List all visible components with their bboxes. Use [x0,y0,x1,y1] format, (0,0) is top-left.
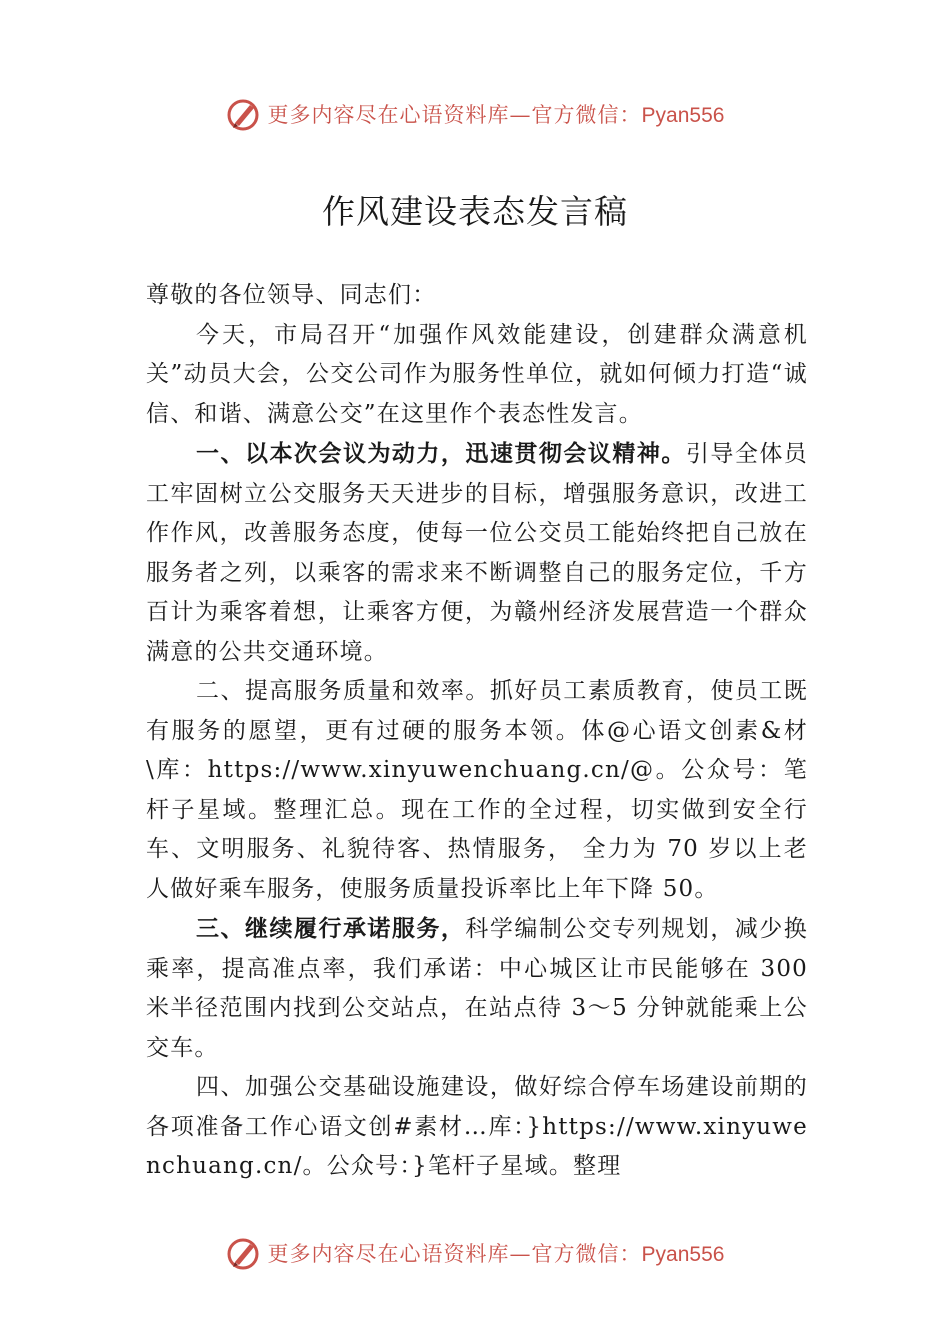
footer-banner-label: 更多内容尽在心语资料库—官方微信： [267,1242,642,1266]
paragraph-2-heading: 一、以本次会议为动力，迅速贯彻会议精神。 [196,440,686,467]
paragraph-2-text: 引导全体员工牢固树立公交服务天天进步的目标，增强服务意识，改进工作作风，改善服务态度，使每一位公交员工能始终把自己放在服务者之列，以乘客的需求来不断调整自己的服务定位，千方百计为乘客着想，让乘客方便，为赣州经济发展营造一个群众满意的公共交通环境。 [146,441,809,665]
paragraph-3 [146,672,808,909]
paragraph-5 [146,1068,808,1187]
paragraph-4-heading: 三、继续履行承诺服务， [196,915,466,942]
salutation: 尊敬的各位领导、同志们： [146,282,437,308]
paragraph-1 [146,316,808,435]
document-body [146,276,808,1187]
paragraph-1-text: 今天，市局召开“加强作风效能建设，创建群众满意机关”动员大会，公交公司作为服务性单位，就如何倾力打造“诚信、和谐、满意公交”在这里作个表态性发言。 [146,321,808,427]
header-banner [0,94,950,134]
paragraph-3-text: 二、提高服务质量和效率。抓好员工素质教育，使员工既有服务的愿望，更有过硬的服务本领。体@心语文创素&材\库：https://www.xinyuwenchuang.cn/@。公众号：笔杆子星域。整理汇总。现在工作的全过程，切实做到安全行车、文明服务、礼貌待客、热情服务， 全力为 70 岁以上老人做好乘车服务，使服务质量投诉率比上年下降 50。 [146,678,808,902]
footer-banner-handle: Pyan556 [641,1243,725,1266]
header-banner-label: 更多内容尽在心语资料库—官方微信： [267,103,642,127]
pen-logo-icon [226,97,260,131]
paragraph-2 [146,434,808,672]
page-title: 作风建设表态发言稿 [322,192,628,231]
header-banner-handle: Pyan556 [641,104,725,127]
footer-banner-text [268,1238,725,1268]
footer-banner [0,1233,950,1273]
paragraph-4 [146,909,808,1068]
paragraph-4-text: 科学编制公交专列规划，减少换乘率，提高准点率，我们承诺：中心城区让市民能够在 300 米半径范围内找到公交站点，在站点待 3～5 分钟就能乘上公交车。 [146,916,808,1061]
header-banner-text [268,99,725,129]
paragraph-5-text: 四、加强公交基础设施建设，做好综合停车场建设前期的各项准备工作心语文创#素材…库：}https://www.xinyuwenchuang.cn/。公众号：}笔杆子星域。整理 [146,1074,808,1179]
pen-logo-icon [226,1236,260,1270]
